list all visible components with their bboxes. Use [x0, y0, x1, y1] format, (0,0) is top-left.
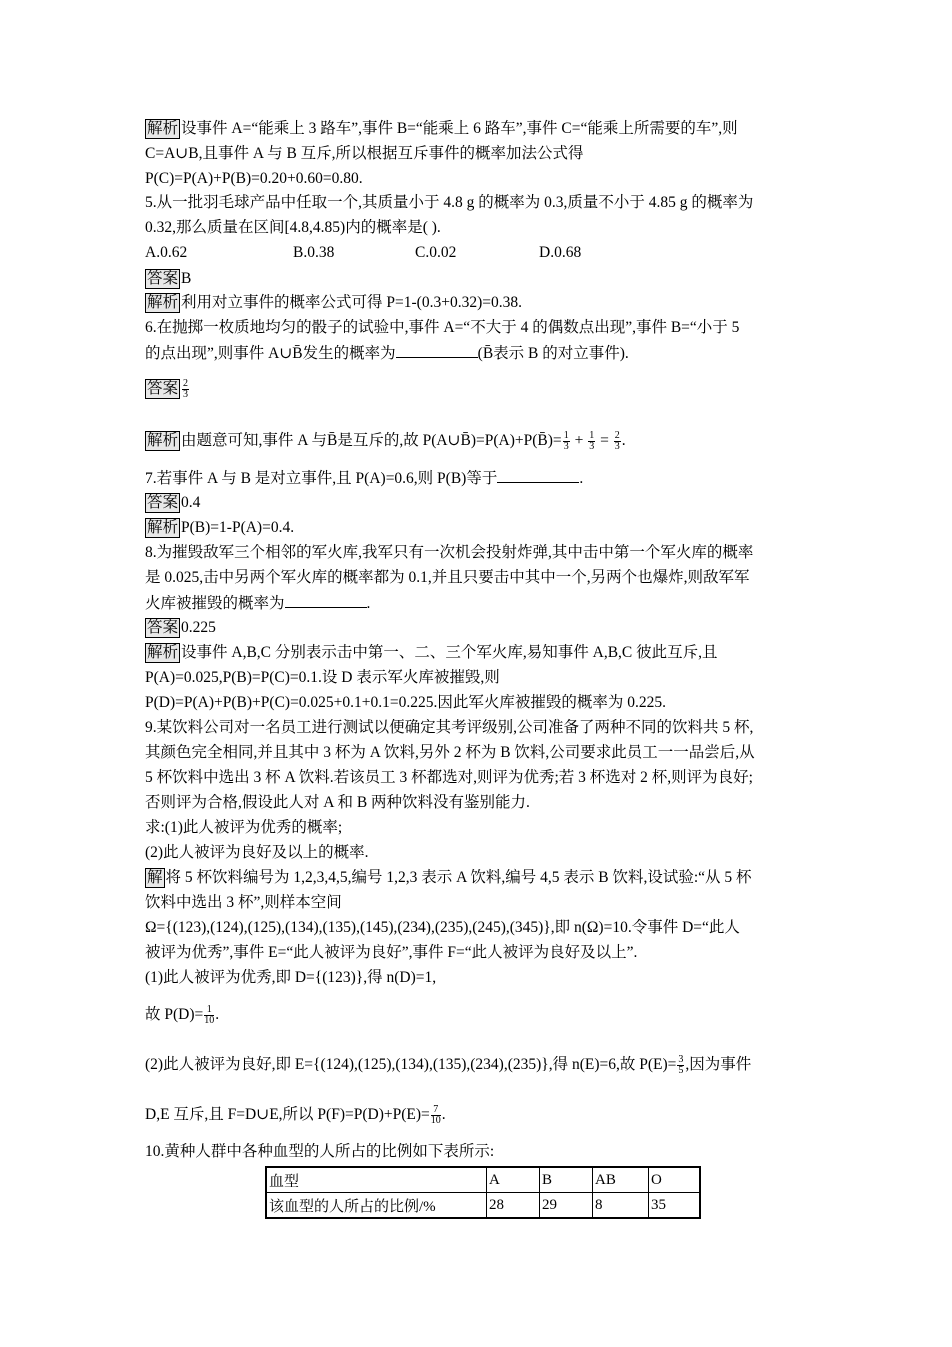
fraction: [563, 431, 570, 452]
solution-9-line-3: Ω={(123),(124),(125),(134),(135),(145),(234),(235),(245),(345)},即 n(Ω)=10.令事件 D=“此人: [145, 919, 740, 936]
solution-tag: 解: [147, 869, 163, 886]
question-9-line-4: 否则评为合格,假设此人对 A 和 B 两种饮料没有鉴别能力.: [145, 794, 530, 811]
question-5-line-2: 0.32,那么质量在区间[4.8,4.85)内的概率是( ).: [145, 219, 441, 236]
numerator: 7: [431, 1105, 441, 1116]
numerator: 1: [204, 1005, 214, 1016]
solution-6: [145, 430, 626, 452]
question-5-line-1: 5.从一批羽毛球产品中任取一个,其质量小于 4.8 g 的概率为 0.3,质量不小于 4.85 g 的概率为: [145, 194, 754, 211]
solution-4-line-2: C=A∪B,且事件 A 与 B 互斥,所以根据互斥事件的概率加法公式得: [145, 145, 584, 162]
text: .: [579, 470, 584, 487]
numerator: 1: [589, 429, 595, 441]
text: .: [441, 1106, 446, 1123]
answer-6: [145, 378, 190, 400]
answer-blank: [396, 342, 478, 358]
table-cell: 8: [593, 1193, 649, 1219]
answer-value: 0.225: [181, 619, 216, 636]
fraction: [431, 1105, 441, 1126]
text: 故 P(D)=: [145, 1006, 204, 1023]
solution-9-line-5: (1)此人被评为优秀,即 D={(123)},得 n(D)=1,: [145, 969, 437, 986]
question-7: [145, 467, 583, 490]
table-row: [266, 1193, 700, 1219]
numerator: 1: [563, 429, 569, 441]
blood-type-table: [265, 1166, 701, 1219]
text: P(B)=1-P(A)=0.4.: [181, 519, 295, 536]
text: (B̄表示 B 的对立事件).: [477, 345, 629, 362]
text: 将 5 杯饮料编号为 1,2,3,4,5,编号 1,2,3 表示 A 饮料,编号 4,5 表示 B 饮料,设试验:“从 5 杯: [165, 869, 752, 886]
text: 火库被摧毁的概率为: [145, 595, 285, 612]
question-9-line-1: 9.某饮料公司对一名员工进行测试以便确定其考评级别,公司准备了两种不同的饮料共 5 杯,: [145, 719, 754, 736]
fraction: [677, 1055, 684, 1076]
solution-tag: 解析: [147, 519, 179, 536]
denominator: 3: [589, 440, 595, 452]
denominator: 3: [614, 440, 620, 452]
fraction: [204, 1005, 214, 1026]
question-8-line-3: [145, 592, 370, 615]
solution-9-line-2: 饮料中选出 3 杯”,则样本空间: [145, 894, 342, 911]
answer-7: [145, 492, 200, 514]
question-9-line-6: (2)此人被评为良好及以上的概率.: [145, 844, 369, 861]
question-9-line-5: 求:(1)此人被评为优秀的概率;: [145, 819, 343, 836]
text: 利用对立事件的概率公式可得 P=1-(0.3+0.32)=0.38.: [181, 294, 522, 311]
answer-value: 0.4: [181, 494, 201, 511]
table-cell: 35: [649, 1193, 701, 1219]
text: D,E 互斥,且 F=D∪E,所以 P(F)=P(D)+P(E)=: [145, 1106, 430, 1123]
solution-4-line-1: [145, 118, 738, 140]
table-header-row: [266, 1167, 700, 1193]
text: ,因为事件: [685, 1056, 752, 1073]
answer-tag: 答案: [147, 619, 179, 636]
table-cell: 该血型的人所占的比例/%: [266, 1193, 487, 1219]
numerator: 2: [183, 377, 189, 389]
answer-tag: 答案: [147, 270, 179, 287]
text: 设事件 A,B,C 分别表示击中第一、二、三个军火库,易知事件 A,B,C 彼此互斥,且: [181, 644, 718, 661]
answer-8: [145, 617, 216, 639]
option-c: C.0.02: [415, 244, 457, 261]
text: +: [570, 432, 588, 449]
text: 7.若事件 A 与 B 是对立事件,且 P(A)=0.6,则 P(B)等于: [145, 470, 498, 487]
denominator: 3: [183, 388, 189, 400]
denominator: 10: [430, 1114, 441, 1126]
question-6-line-2: [145, 342, 629, 365]
numerator: 3: [678, 1053, 684, 1065]
table-cell: B: [540, 1167, 593, 1193]
text: .: [215, 1006, 220, 1023]
solution-8-line-1: [145, 642, 718, 664]
solution-9-line-1: [145, 867, 752, 889]
solution-tag: 解析: [147, 120, 179, 137]
solution-9-line-4: 被评为优秀”,事件 E=“此人被评为良好”,事件 F=“此人被评为良好及以上”.: [145, 944, 638, 961]
option-d: D.0.68: [539, 244, 582, 261]
option-a: A.0.62: [145, 244, 188, 261]
fraction: [614, 431, 621, 452]
question-9-line-3: 5 杯饮料中选出 3 杯 A 饮料.若该员工 3 杯都选对,则评为优秀;若 3 杯选对 2 杯,则评为良好;: [145, 769, 753, 786]
denominator: 10: [204, 1014, 215, 1026]
table-cell: 28: [487, 1193, 540, 1219]
question-10: 10.黄种人群中各种血型的人所占的比例如下表所示:: [145, 1143, 495, 1160]
solution-9-line-6: [145, 1004, 219, 1026]
denominator: 5: [678, 1064, 684, 1076]
answer-blank: [285, 592, 367, 608]
question-8-line-1: 8.为摧毁敌军三个相邻的军火库,我军只有一次机会投射炸弹,其中击中第一个军火库的概率: [145, 544, 754, 561]
solution-8-line-3: P(D)=P(A)+P(B)+P(C)=0.025+0.1+0.1=0.225.因此军火库被摧毁的概率为 0.225.: [145, 694, 667, 711]
answer-blank: [497, 467, 579, 483]
solution-8-line-2: P(A)=0.025,P(B)=P(C)=0.1.设 D 表示军火库被摧毁,则: [145, 669, 500, 686]
question-9-line-2: 其颜色完全相同,并且其中 3 杯为 A 饮料,另外 2 杯为 B 饮料,公司要求此员工一一品尝后,从: [145, 744, 755, 761]
fraction: [182, 379, 189, 400]
text: 设事件 A=“能乘上 3 路车”,事件 B=“能乘上 6 路车”,事件 C=“能乘上所需要的车”,则: [181, 120, 738, 137]
numerator: 2: [614, 429, 620, 441]
solution-tag: 解析: [147, 294, 179, 311]
solution-9-line-8: [145, 1104, 446, 1126]
solution-tag: 解析: [147, 644, 179, 661]
fraction: [588, 431, 595, 452]
solution-5: [145, 292, 522, 314]
solution-7: [145, 517, 294, 539]
text: .: [366, 595, 371, 612]
table-cell: AB: [593, 1167, 649, 1193]
question-6-line-1: 6.在抛掷一枚质地均匀的骰子的试验中,事件 A=“不大于 4 的偶数点出现”,事件 B=“小于 5: [145, 319, 740, 336]
answer-5: [145, 268, 191, 290]
table-cell: 29: [540, 1193, 593, 1219]
text: (2)此人被评为良好,即 E={(124),(125),(134),(135),(234),(235)},得 n(E)=6,故 P(E)=: [145, 1056, 677, 1073]
answer-tag: 答案: [147, 494, 179, 511]
answer-value: B: [181, 270, 192, 287]
solution-9-line-7: [145, 1054, 751, 1076]
denominator: 3: [563, 440, 569, 452]
table-cell: O: [649, 1167, 701, 1193]
solution-tag: 解析: [147, 432, 179, 449]
answer-tag: 答案: [147, 380, 179, 397]
text: 的点出现”,则事件 A∪B̄发生的概率为: [145, 345, 396, 362]
question-8-line-2: 是 0.025,击中另两个军火库的概率都为 0.1,并且只要击中其中一个,另两个也爆炸,则敌军军: [145, 569, 750, 586]
text: 由题意可知,事件 A 与B̄是互斥的,故 P(A∪B̄)=P(A)+P(B̄)=: [181, 432, 562, 449]
table-cell: A: [487, 1167, 540, 1193]
solution-4-line-3: P(C)=P(A)+P(B)=0.20+0.60=0.80.: [145, 170, 363, 187]
text: .: [621, 432, 626, 449]
table-cell: 血型: [266, 1167, 487, 1193]
text: =: [596, 432, 613, 449]
option-b: B.0.38: [293, 244, 335, 261]
